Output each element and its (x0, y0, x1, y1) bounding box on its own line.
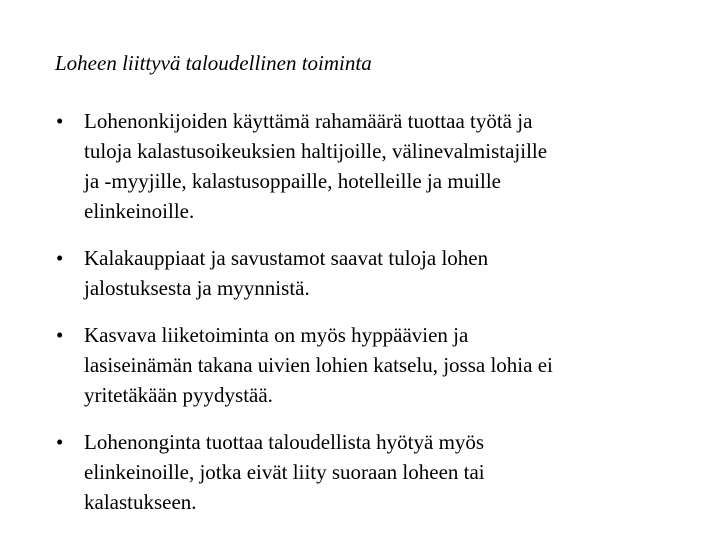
bullet-text-line: ja -myyjille, kalastusoppaille, hotelleille ja muille (84, 169, 501, 193)
bullet-text-line: tuloja kalastusoikeuksien haltijoille, välinevalmistajille (84, 139, 548, 163)
bullet-item (55, 320, 655, 410)
bullet-marker: • (56, 109, 64, 133)
bullet-marker: • (56, 323, 64, 347)
bullet-text-line: yritetäkään pyydystää. (84, 383, 273, 407)
bullet-marker: • (56, 430, 64, 454)
slide-title: Loheen liittyvä taloudellinen toiminta (55, 51, 372, 75)
bullet-item (55, 243, 655, 303)
bullet-list (55, 106, 655, 534)
bullet-text-line: lasiseinämän takana uivien lohien katselu, jossa lohia ei (84, 353, 553, 377)
bullet-text-line: kalastukseen. (84, 490, 197, 514)
bullet-text-line: elinkeinoille. (84, 199, 195, 223)
bullet-item (55, 106, 655, 226)
bullet-item (55, 427, 655, 517)
bullet-text-line: Lohenonginta tuottaa taloudellista hyötyä myös (84, 430, 485, 454)
bullet-text-line: elinkeinoille, jotka eivät liity suoraan loheen tai (84, 460, 485, 484)
bullet-text-line: Kalakauppiaat ja savustamot saavat tuloja lohen (84, 246, 489, 270)
bullet-text-line: Kasvava liiketoiminta on myös hyppäävien ja (84, 323, 469, 347)
bullet-text-line: jalostuksesta ja myynnistä. (84, 276, 310, 300)
bullet-marker: • (56, 246, 64, 270)
bullet-text-line: Lohenonkijoiden käyttämä rahamäärä tuottaa työtä ja (84, 109, 533, 133)
